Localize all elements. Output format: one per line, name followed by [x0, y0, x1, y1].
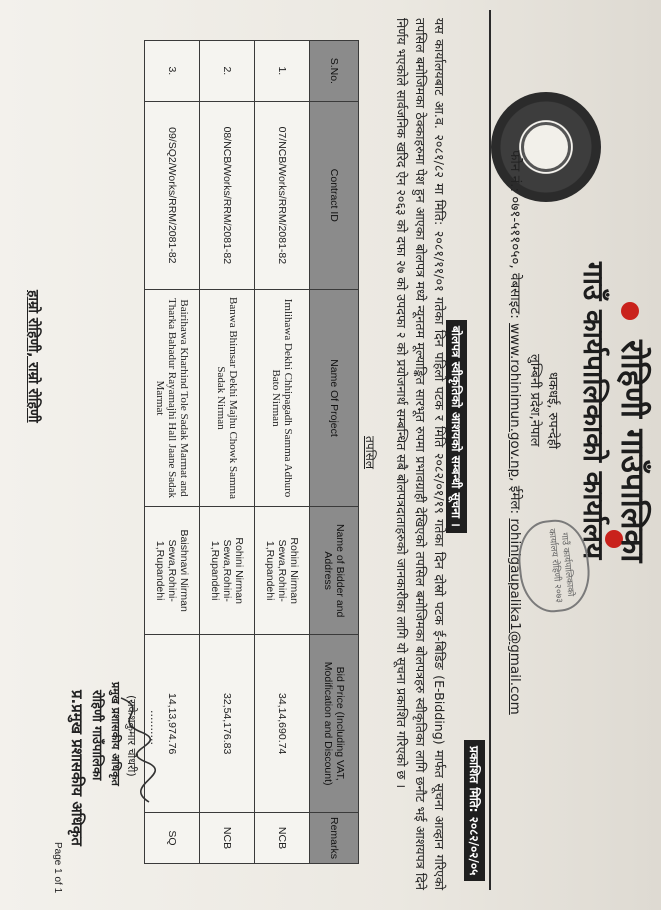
- email-link[interactable]: rohinigaupalika1@gmail.com: [507, 518, 523, 715]
- province: लुम्बिनी प्रदेश,नेपाल: [527, 354, 542, 447]
- notice-body: यस कार्यालयबाट आ.व. २०८१/८२ मा मिति: २०८१/११/०१ गतेका दिन पहिलो पटक र मिति २०८२/०१/१९ गतेका दिन दोस्रो पटक ई-बिडिङ (E-Bidding) मार्फत सूचना आव्हान गरिएको तपसिल बमोजिमका ठेक्काहरुमा पेश हुन आएका बोलपत्र मध्ये न्यूनतम मूल्याङ्कित सारभूत रुपमा प्रभावग्राही देखिएको तपसिल बमोजिमका बोलपत्रहरु स्वीकृतिका लागि छनौट भई आशयपत्र दिने निर्णय भएकोले सार्वजनिक खरिद ऐन २०६३ को दफा २७ को उपदफा २ को प्रयोजनार्थ सम्बन्धित सबै बोलपत्रदाताहरुको जानकारीका लागि यो सूचना प्रकाशित गरिएको छ ।: [394, 18, 447, 890]
- contracts-table: [144, 40, 359, 864]
- cell-sn: 1.: [255, 41, 310, 102]
- email-prefix: , ईमेल:: [507, 477, 523, 519]
- cell-bidder: Rohini Nirman Sewa,Rohini-1,Rupandehi: [255, 507, 310, 635]
- address: धकधई, रुपन्देही: [545, 372, 560, 449]
- signature-dots: ..........: [148, 710, 161, 745]
- cell-bidder: Rohini Nirman Sewa,Rohini-1,Rupandehi: [200, 507, 255, 635]
- cell-project: Banwa Bhimsar Dekhi Majhu Chowk Samma Sadak Nirman: [200, 289, 255, 506]
- slogan: हाम्रो रोहिणी, राम्रो रोहिणी: [25, 290, 41, 423]
- signatory-designation: प्र.प्रमुख प्रशासकीय अधिकृत: [68, 690, 86, 846]
- table-header-row: [310, 41, 359, 864]
- notice-title: बोलपत्र स्वीकृतिको आशयको सम्बन्धी सूचना ।: [446, 320, 467, 533]
- cell-bid-price: 34,14,690.74: [255, 635, 310, 813]
- header-divider: [489, 10, 491, 890]
- cell-remarks: SQ: [145, 812, 200, 863]
- office-name: गाउँ कार्यपालिकाको कार्यालय: [577, 262, 610, 560]
- red-dot-icon: [621, 302, 639, 320]
- cell-sn: 2.: [200, 41, 255, 102]
- table-row: [255, 41, 310, 864]
- table-row: [200, 41, 255, 864]
- cell-contract-id: 09/SQ2/Works/RRM/2081-82: [145, 101, 200, 289]
- col-header-project: Name Of Project: [310, 289, 359, 506]
- cell-contract-id: 07/NCB/Works/RRM/2081-82: [255, 101, 310, 289]
- contact-line: [507, 150, 525, 715]
- col-header-remarks: Remarks: [310, 812, 359, 863]
- col-header-bid-price: Bid Price (Including VAT, Modification and Discount): [310, 635, 359, 813]
- signatory-name: (राकेशकुमार चौधरी): [125, 695, 138, 777]
- cell-remarks: NCB: [255, 812, 310, 863]
- cell-bid-price: 32,54,176.83: [200, 635, 255, 813]
- cell-contract-id: 08/NCB/Works/RRM/2081-82: [200, 101, 255, 289]
- cell-bid-price: 14,13,974.76: [145, 635, 200, 813]
- website-link[interactable]: www.rohinimun.gov.np: [507, 323, 523, 478]
- org-name: रोहिणी गाउँपालिका: [614, 340, 652, 563]
- signatory-office: रोहिणी गाउँपालिका: [89, 690, 104, 781]
- col-header-sn: S.No.: [310, 41, 359, 102]
- cell-bidder: Baishnavi Nirman Sewa,Rohini-1,Rupandehi: [145, 507, 200, 635]
- cell-remarks: NCB: [200, 812, 255, 863]
- col-header-contract-id: Contract ID: [310, 101, 359, 289]
- col-header-bidder: Name of Bidder and Address: [310, 507, 359, 635]
- cell-sn: 3.: [145, 41, 200, 102]
- signatory-role: प्रमुख प्रशासकीय अधिकृत: [109, 682, 122, 786]
- office-stamp: गाउँ कार्यपालिकाको कार्यालय रोहिणी २०७३: [514, 517, 593, 616]
- page-number: Page 1 of 1: [52, 842, 63, 894]
- contact-prefix: फोन नं.: ०७१-५११०५०, वेबसाइट:: [507, 150, 523, 324]
- cell-project: Bairihawa Kharhind Tole Sadak Marmat and Tharka Bahadur Rayamajhi Hall Jaane Sadak Marmat: [145, 289, 200, 506]
- cell-project: Imlihawa Dekhi Chhipagadh Samma Adhuro Bato Nirman: [255, 289, 310, 506]
- publish-date: प्रकाशित मिति: २०८२/०२/०५: [464, 740, 485, 881]
- schedule-label: तपसिल: [363, 436, 377, 470]
